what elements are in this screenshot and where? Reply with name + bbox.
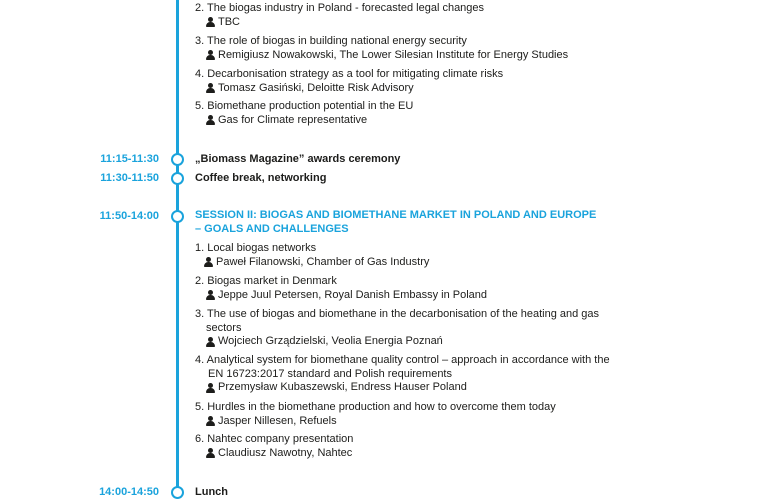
speaker (195, 114, 685, 128)
person-icon (206, 50, 215, 60)
speaker (195, 82, 685, 96)
agenda-item-title-cont: sectors (206, 321, 242, 334)
speaker-name: Jeppe Juul Petersen, Royal Danish Embassy in Poland (218, 288, 488, 301)
person-icon (206, 83, 215, 93)
person-icon (206, 290, 215, 300)
speaker-name: Jasper Nillesen, Refuels (218, 414, 337, 427)
timeline-dot (171, 486, 184, 499)
speaker-name: Claudiusz Nawotny, Nahtec (218, 446, 353, 459)
agenda-item-title: 1. Local biogas networks (195, 242, 317, 254)
speaker (195, 16, 685, 30)
speaker (195, 381, 685, 395)
timeline-dot (171, 153, 184, 166)
person-icon (206, 448, 215, 458)
speaker-name: Remigiusz Nowakowski, The Lower Silesian Institute for Energy Studies (218, 48, 569, 61)
person-icon (206, 416, 215, 426)
speaker-name: Gas for Climate representative (218, 113, 368, 126)
agenda-item-title-cont: EN 16723:2017 standard and Polish requirements (208, 367, 452, 380)
speaker-name: Tomasz Gasiński, Deloitte Risk Advisory (218, 81, 414, 94)
agenda-item-title: 4. Decarbonisation strategy as a tool for mitigating climate risks (195, 68, 504, 80)
speaker (195, 415, 685, 429)
event-title: „Biomass Magazine” awards ceremony (195, 153, 401, 165)
speaker (195, 49, 685, 63)
speaker (195, 447, 685, 461)
agenda-item (195, 308, 685, 349)
agenda-item-title: 4. Analytical system for biomethane quality control – approach in accordance with the (195, 354, 610, 366)
agenda-item (195, 100, 685, 127)
event-time: 14:00-14:50 (99, 486, 159, 498)
speaker-name: Wojciech Grządzielski, Veolia Energia Poznań (218, 335, 443, 347)
agenda-item (195, 35, 685, 62)
session-title-line: – GOALS AND CHALLENGES (195, 222, 349, 235)
agenda-item (195, 2, 685, 29)
speaker (195, 335, 685, 349)
agenda-item (195, 354, 685, 395)
event-time: 11:30-11:50 (100, 172, 159, 184)
agenda-item (195, 242, 685, 269)
timeline-line (176, 0, 179, 496)
agenda-item-title: 5. Hurdles in the biomethane production and how to overcome them today (195, 401, 556, 413)
agenda-item (195, 401, 685, 428)
event-time: 11:15-11:30 (100, 153, 159, 165)
agenda-item-title: 3. The use of biogas and biomethane in the decarbonisation of the heating and gas (195, 308, 600, 320)
agenda-item (195, 275, 685, 302)
speaker-name: Paweł Filanowski, Chamber of Gas Industry (216, 255, 430, 268)
person-icon (206, 337, 215, 347)
speaker (195, 289, 685, 303)
person-icon (206, 383, 215, 393)
event-title: Coffee break, networking (195, 172, 327, 184)
agenda-item-title: 2. Biogas market in Denmark (195, 275, 337, 287)
speaker (195, 256, 685, 270)
agenda-item (195, 433, 685, 460)
agenda-item-title: 6. Nahtec company presentation (195, 433, 354, 445)
agenda-item-title: 3. The role of biogas in building national energy security (195, 35, 467, 47)
person-icon (204, 257, 213, 267)
person-icon (206, 115, 215, 125)
agenda-item (195, 68, 685, 95)
timeline-dot (171, 172, 184, 185)
session-title (195, 209, 675, 236)
speaker-name: Przemysław Kubaszewski, Endress Hauser Poland (218, 381, 467, 393)
event-title: Lunch (195, 486, 228, 498)
agenda-item-title: 5. Biomethane production potential in the EU (195, 100, 414, 112)
timeline-dot (171, 210, 184, 223)
person-icon (206, 17, 215, 27)
speaker-name: TBC (218, 15, 240, 28)
session-title-line: SESSION II: BIOGAS AND BIOMETHANE MARKET IN POLAND AND EUROPE (195, 209, 597, 221)
agenda-item-title: 2. The biogas industry in Poland - forecasted legal changes (195, 2, 485, 14)
session-time: 11:50-14:00 (99, 210, 159, 222)
